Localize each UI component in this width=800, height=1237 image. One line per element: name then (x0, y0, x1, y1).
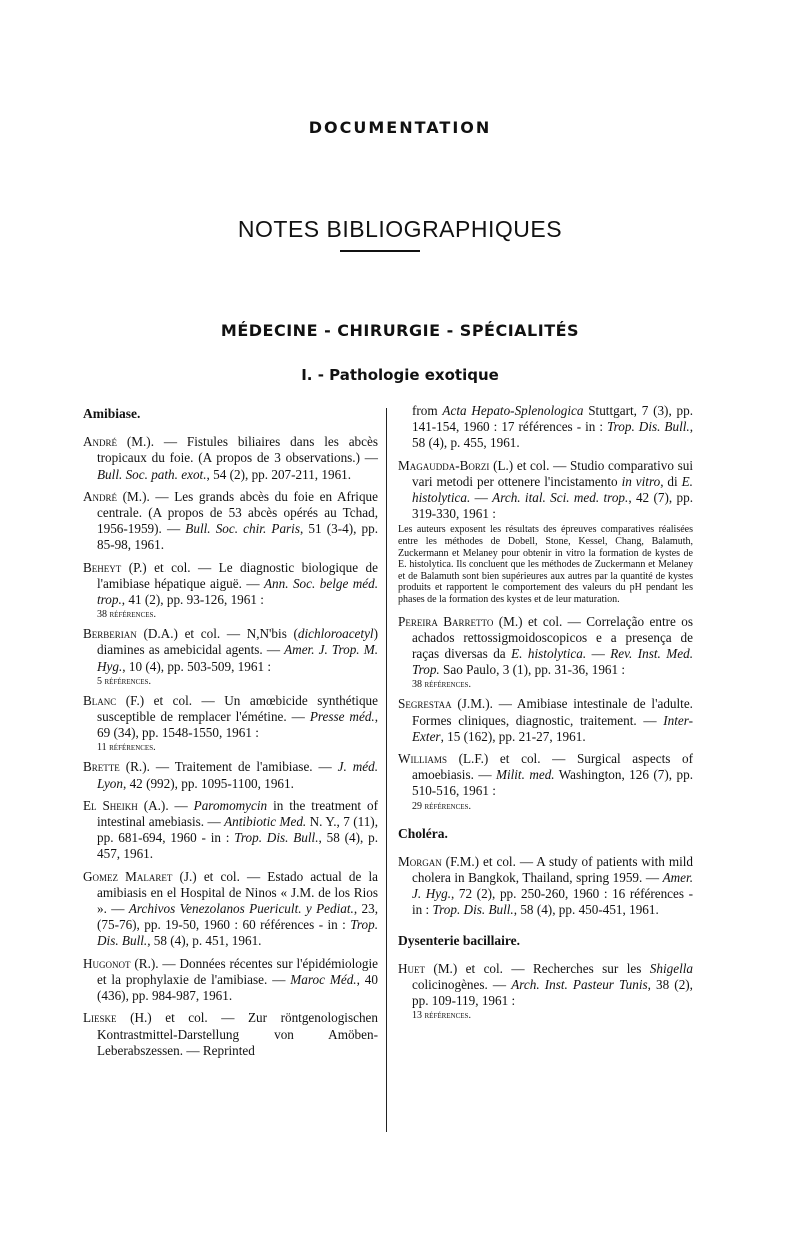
topic-heading-amibiase: Amibiase. (83, 406, 141, 421)
reference-count: 29 références. (412, 800, 471, 812)
bibliography-entry: Williams (L.F.) et col. — Surgical aspects of amoebiasis. — Milit. med. Washington, 126 (7), pp. 510-516, 1961 : 29 références. (398, 751, 694, 812)
bibliography-entry-continued: from Acta Hepato-Splenologica Stuttgart, 7 (3), pp. 141-154, 1960 : 17 références - in : Trop. Dis. Bull., 58 (4), p. 455, 1961. (412, 403, 694, 451)
entry-abstract: Les auteurs exposent les résultats des épreuves comparatives réalisées entre les méthodes de Dobell, Stone, Kessel, Chang, Balamuth, Zuckermann et Melaney pour obtenir in vitro la formation de kystes de E. histolytica. Ils concluent que les méthodes de Zuckermann et Melaney et de Balamuth sont bien supérieures aux autres par la quantité de kystes produits et rapportent le comportement des valeurs du pH pendant les phases de la formation des kystes et de leur maturation. (398, 524, 693, 605)
reference-count: 11 références. (97, 742, 156, 754)
subsection-heading: I. - Pathologie exotique (301, 366, 499, 384)
bibliography-entry: Gomez Malaret (J.) et col. — Estado actual de la amibiasis en el Hospital de Ninos « J.M. de los Rios ». — Archivos Venezolanos Puericult. y Pediat., 23, (75-76), pp. 19-50, 1960 : 60 références - in : Trop. Dis. Bull., 58 (4), p. 451, 1961. (83, 868, 379, 949)
bibliography-entry: André (M.). — Les grands abcès du foie en Afrique centrale. (A propos de 53 abcès opérés au Tchad, 1956-1959). — Bull. Soc. chir. Paris, 51 (3-4), pp. 85-98, 1961. (83, 488, 378, 553)
bibliography-entry: Hugonot (R.). — Données récentes sur l'épidémiologie et la prophylaxie de l'amibiase. — Maroc Méd., 40 (436), pp. 984-987, 1961. (83, 955, 378, 1004)
page-title: NOTES BIBLIOGRAPHIQUES (237, 216, 563, 242)
reference-count: 5 références. (97, 675, 151, 687)
bibliography-entry: Magaudda-Borzi (L.) et col. — Studio comparativo sui vari metodi per ottenere l'incistamento in vitro, di E. histolytica. — Arch. ital. Sci. med. trop., 42 (7), pp. 319-330, 1961 : (398, 457, 693, 522)
bibliography-entry: Pereira Barretto (M.) et col. — Correlação entre os achados rettossigmoidoscopicos e a presença de raças diversas da E. histolytica. — Rev. Inst. Med. Trop. Sao Paulo, 3 (1), pp. 31-36, 1961 : 38 références. (398, 613, 694, 691)
bibliography-entry: El Sheikh (A.). — Paromomycin in the treatment of intestinal amebiasis. — Antibiotic Med. N. Y., 7 (11), pp. 681-694, 1960 - in : Trop. Dis. Bull., 58 (4), p. 457, 1961. (83, 797, 378, 862)
bibliography-entry: Blanc (F.) et col. — Un amœbicide synthétique susceptible de remplacer l'émétine. — Presse méd., 69 (34), pp. 1548-1550, 1961 : 11 références. (83, 692, 379, 754)
bibliography-entry: Beheyt (P.) et col. — Le diagnostic biologique de l'amibiase hépatique aiguë. — Ann. Soc. belge méd. trop., 41 (2), pp. 93-126, 1961 : 38 références. (83, 559, 379, 621)
bibliography-entry: Huet (M.) et col. — Recherches sur les Shigella colicinogènes. — Arch. Inst. Pasteur Tunis, 38 (2), pp. 109-119, 1961 : 13 références. (398, 960, 693, 1022)
bibliography-entry: Lieske (H.) et col. — Zur röntgenologischen Kontrastmittel-Darstellung von Amöben-Leberabszessen. — Reprinted (83, 1010, 378, 1058)
left-column (83, 402, 378, 1065)
title-underline (340, 250, 420, 252)
section-heading: MÉDECINE - CHIRURGIE - SPÉCIALITÉS (220, 321, 580, 340)
right-column (398, 403, 693, 1027)
bibliography-entry: Brette (R.). — Traitement de l'amibiase. — J. méd. Lyon, 42 (992), pp. 1095-1100, 1961. (83, 759, 378, 791)
bibliography-entry: Segrestaa (J.M.). — Amibiase intestinale de l'adulte. Formes cliniques, diagnostic, traitement. — Inter-Exter, 15 (162), pp. 21-27, 1961. (398, 696, 693, 744)
documentation-header: DOCUMENTATION (308, 118, 492, 137)
topic-heading-cholera: Choléra. (398, 825, 448, 841)
bibliography-entry: Morgan (F.M.) et col. — A study of patients with mild cholera in Bangkok, Thailand, spring 1959. — Amer. J. Hyg., 72 (2), pp. 250-260, 1960 : 16 références - in : Trop. Dis. Bull., 58 (4), pp. 450-451, 1961. (398, 853, 693, 918)
reference-count: 38 références. (412, 679, 471, 691)
bibliography-entry: André (M.). — Fistules biliaires dans les abcès tropicaux du foie. (A propos de 3 observations.) — Bull. Soc. path. exot., 54 (2), pp. 207-211, 1961. (83, 434, 378, 482)
bibliography-entry: Berberian (D.A.) et col. — N,N'bis (dichloroacetyl) diamines as amebicidal agents. — Amer. J. Trop. M. Hyg., 10 (4), pp. 503-509, 1961 : 5 références. (83, 626, 378, 687)
column-divider (386, 408, 387, 1132)
reference-count: 38 références. (97, 609, 156, 621)
topic-heading-dysenterie: Dysenterie bacillaire. (398, 932, 520, 948)
reference-count: 13 références. (412, 1010, 471, 1022)
